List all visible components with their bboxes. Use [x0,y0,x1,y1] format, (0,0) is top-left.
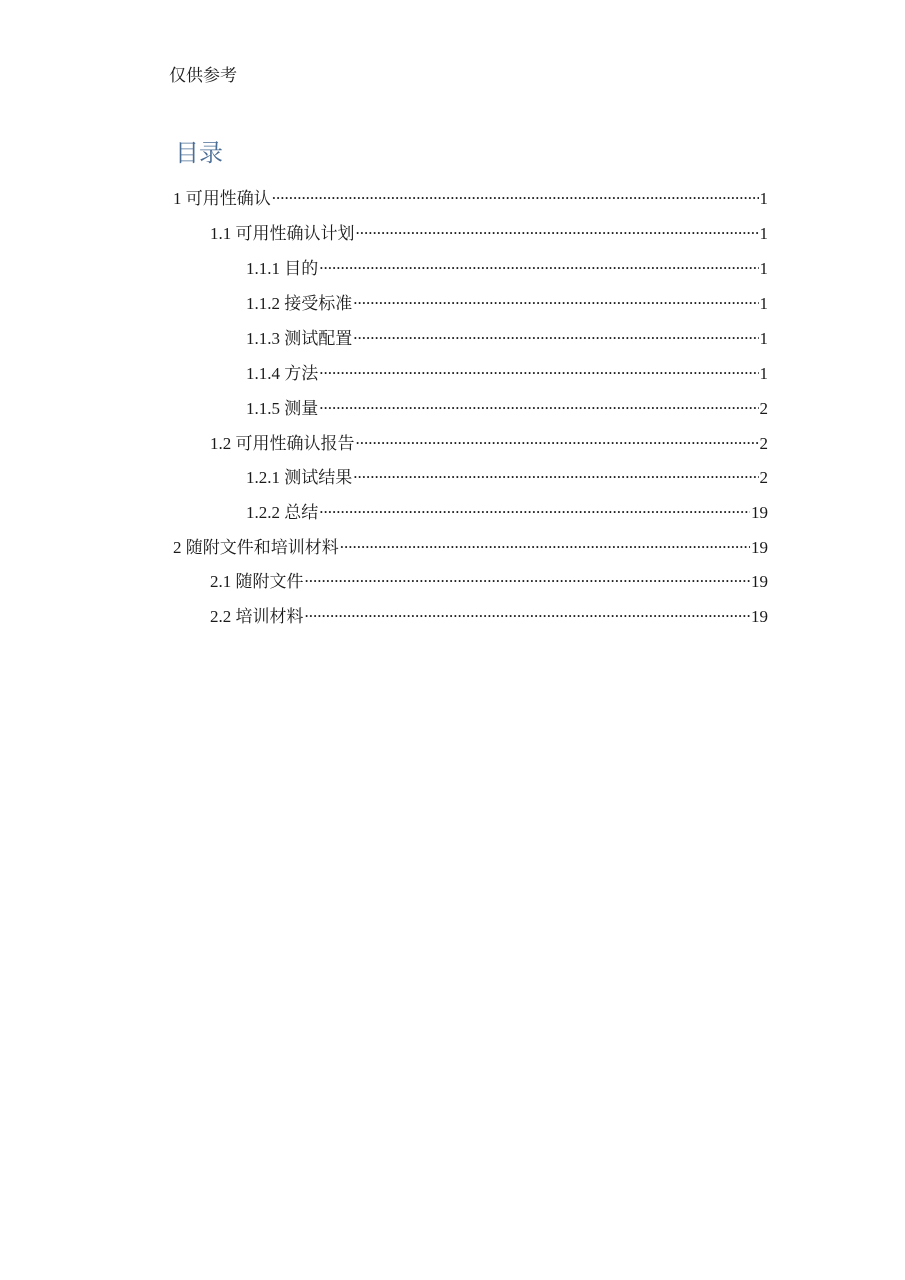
toc-page-number: 19 [751,538,768,557]
toc-entry-label: 2.2 培训材料 [210,607,304,626]
toc-leader [353,320,758,344]
toc-entry-label: 1.1.1 目的 [246,259,319,278]
toc-page-number: 19 [751,503,768,522]
toc-entry-label: 1.1.3 测试配置 [246,329,353,348]
toc-leader [319,355,758,379]
header-note: 仅供参考 [169,66,237,85]
toc-leader [272,180,759,204]
toc-entry-label: 1.1.4 方法 [246,364,319,383]
toc-page-number: 1 [759,189,768,208]
toc-leader [353,285,758,309]
toc-entry-label: 1.1.5 测量 [246,399,319,418]
toc-entry[interactable] [210,215,768,243]
toc-entry-label: 1.1 可用性确认计划 [210,224,355,243]
toc-entry[interactable] [246,494,768,522]
toc-entry[interactable] [246,320,768,348]
toc-page-number: 1 [759,364,768,383]
toc-title: 目录 [175,141,223,167]
toc-leader [319,250,758,274]
toc-page-number: 1 [759,259,768,278]
toc-entry-label: 1.2.1 测试结果 [246,468,353,487]
toc-entry[interactable] [246,459,768,487]
toc-page-number: 2 [759,468,768,487]
toc-entry-label: 2.1 随附文件 [210,572,304,591]
toc-page-number: 19 [751,607,768,626]
toc-leader [319,494,750,518]
toc-entry[interactable] [246,390,768,418]
toc-page-number: 2 [759,399,768,418]
toc-page-number: 1 [759,329,768,348]
toc-leader [353,459,758,483]
toc-entry[interactable] [173,180,768,208]
toc-entry-label: 1.2.2 总结 [246,503,319,522]
toc-entry[interactable] [210,563,768,591]
toc-entry-label: 2 随附文件和培训材料 [173,538,339,557]
toc-entry[interactable] [210,425,768,453]
toc-entry-label: 1 可用性确认 [173,189,271,208]
toc-leader [356,425,759,449]
toc-page-number: 1 [759,224,768,243]
toc-entry[interactable] [173,529,768,557]
toc-leader [319,390,758,414]
toc-leader [305,598,751,622]
toc-entry[interactable] [246,355,768,383]
toc-leader [340,529,750,553]
toc-page-number: 2 [759,434,768,453]
toc-page-number: 1 [759,294,768,313]
toc-entry[interactable] [246,285,768,313]
toc-leader [305,563,751,587]
toc-leader [356,215,759,239]
toc-entry[interactable] [246,250,768,278]
toc-entry[interactable] [210,598,768,626]
toc-entry-label: 1.2 可用性确认报告 [210,434,355,453]
toc-entry-label: 1.1.2 接受标准 [246,294,353,313]
toc-page-number: 19 [751,572,768,591]
